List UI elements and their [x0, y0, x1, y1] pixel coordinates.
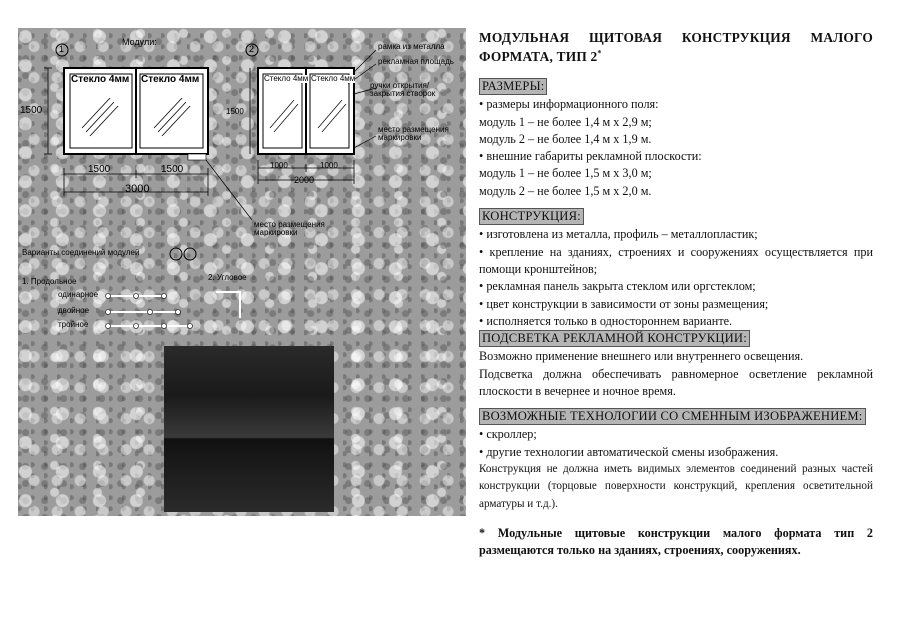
- module2-width-total-dim: 2000: [294, 175, 315, 185]
- module1-glass-right-label: Стекло 4мм: [141, 74, 200, 85]
- variant-single-label: одинарное: [58, 290, 99, 299]
- callout-marking-right: место размещения маркировки: [378, 125, 449, 143]
- module1-width-left-dim: 1500: [88, 164, 111, 175]
- module1-width-total-dim: 3000: [125, 183, 150, 195]
- module2-height-dim: 1500: [226, 107, 244, 116]
- construction-line: • цвет конструкции в зависимости от зоны размещения;: [479, 296, 769, 311]
- tech-note: Конструкция не должна иметь видимых элементов соединений разных частей конструкции (торцовые поверхности конструкций, крепления осветительной арматуры и т.д.).: [479, 463, 873, 510]
- construction-heading: КОНСТРУКЦИЯ:: [479, 208, 584, 225]
- doc-title: МОДУЛЬНАЯ ЩИТОВАЯ КОНСТРУКЦИЯ МАЛОГО ФОРМАТА, ТИП 2*: [479, 30, 873, 65]
- module2-width-left-dim: 1000: [270, 161, 288, 170]
- text-column: [479, 28, 873, 572]
- sizes-line: модуль 1 – не более 1,5 м х 3,0 м;: [479, 166, 652, 181]
- module1-height-dim: 1500: [20, 105, 43, 116]
- variant-2-title: 2. Угловое: [208, 273, 247, 282]
- variant-triple-label: тройное: [58, 320, 89, 329]
- variant-1-title: 1. Продольное: [22, 277, 77, 286]
- sizes-line: модуль 2 – не более 1,5 м х 2,0 м.: [479, 183, 652, 198]
- sizes-line: • размеры информационного поля:: [479, 97, 659, 112]
- module2-glass-right: [310, 74, 349, 148]
- callout-frame: рамка из металла: [378, 42, 445, 51]
- module2-glass-left-label: Стекло 4мм: [264, 74, 309, 83]
- drawing-panel: [18, 28, 466, 516]
- construction-line: • крепление на зданиях, строениях и сооружениях осуществляется при помощи кронштейнов;: [479, 244, 873, 276]
- callout-marking-bottom: место размещения маркировки: [254, 220, 325, 238]
- module2-glass-right-label: Стекло 4мм: [311, 74, 356, 83]
- module1-marker: 1: [59, 44, 65, 54]
- sizes-line: • внешние габариты рекламной плоскости:: [479, 149, 702, 164]
- variants-marker-2: [184, 248, 196, 260]
- title-footnote-mark: *: [597, 48, 602, 58]
- lighting-line: Подсветка должна обеспечивать равномерное осветление рекламной плоскости в вечернее и ночное время.: [479, 366, 873, 398]
- variant-double-label: двойное: [58, 306, 90, 315]
- module1-width-right-dim: 1500: [161, 164, 184, 175]
- tech-line: • скроллер;: [479, 427, 537, 442]
- sizes-line: модуль 1 – не более 1,4 м х 2,9 м;: [479, 114, 652, 129]
- construction-line: • рекламная панель закрыта стеклом или оргстеклом;: [479, 279, 756, 294]
- variants-title: Варианты соединений модулей: [22, 248, 140, 257]
- callout-ad-area: рекламная площадь: [378, 57, 454, 66]
- lighting-line: Возможно применение внешнего или внутреннего освещения.: [479, 349, 804, 364]
- module2-marker: 2: [249, 44, 255, 54]
- lighting-heading: ПОДСВЕТКА РЕКЛАМНОЙ КОНСТРУКЦИИ:: [479, 330, 750, 347]
- modules-label: Модули:: [122, 37, 157, 47]
- tech-heading: ВОЗМОЖНЫЕ ТЕХНОЛОГИИ СО СМЕННЫМ ИЗОБРАЖЕНИЕМ:: [479, 408, 866, 425]
- example-photo: [164, 346, 334, 512]
- sizes-line: модуль 2 – не более 1,4 м х 1,9 м.: [479, 131, 652, 146]
- module1-marking-place: [188, 154, 206, 160]
- sizes-heading: РАЗМЕРЫ:: [479, 78, 547, 95]
- construction-list: [479, 226, 873, 330]
- module1-glass-left-label: Стекло 4мм: [71, 74, 130, 85]
- variant-corner-diagram: [216, 292, 240, 318]
- construction-line: • изготовлена из металла, профиль – металлопластик;: [479, 227, 758, 242]
- construction-line: • исполняется только в одностороннем варианте.: [479, 313, 733, 328]
- variants-marker-1: [170, 248, 182, 260]
- tech-line: • другие технологии автоматической смены изображения.: [479, 444, 779, 459]
- module2-glass-left: [263, 74, 302, 148]
- footnote: * Модульные щитовые конструкции малого формата тип 2 размещаются только на зданиях, строениях, сооружениях.: [479, 526, 873, 558]
- module2-width-right-dim: 1000: [320, 161, 338, 170]
- callout-handles: ручки открытия/ закрытия створок: [370, 81, 436, 99]
- tech-list: [479, 426, 873, 513]
- lighting-list: [479, 348, 873, 400]
- sizes-list: [479, 96, 873, 200]
